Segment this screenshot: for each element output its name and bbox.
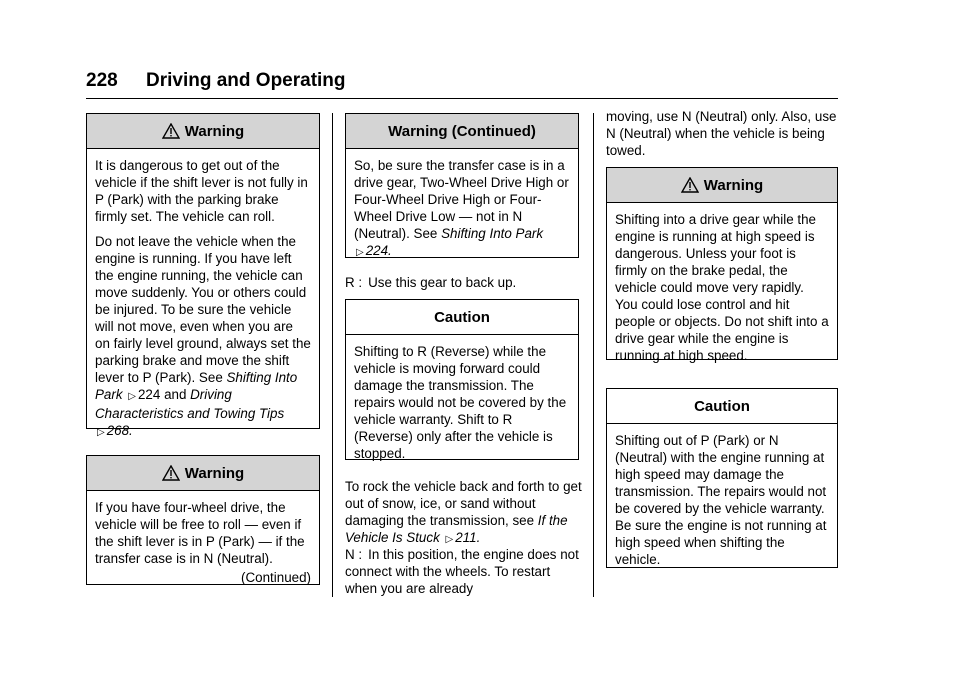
warning-box-2-header — [87, 456, 319, 491]
neutral-label: N : — [345, 547, 363, 562]
page-number: 228 — [86, 70, 118, 91]
page-reference-arrow-icon: ▷ — [356, 247, 364, 258]
ref-driving-characteristics[interactable]: Driving Characteristics and Towing Tips — [95, 387, 285, 421]
warning-box-1 — [86, 113, 320, 438]
warning-box-1-body — [87, 149, 319, 451]
warning-box-2-title: Warning — [184, 464, 245, 482]
neutral-gear-text: N : In this position, the engine does not connect with the wheels. To restart when you are already — [345, 547, 579, 596]
warning-continued-title: Warning (Continued) — [388, 122, 536, 140]
warning-box-1-para-2: Do not leave the vehicle when the engine is running. If you have left the engine running, the vehicle can move suddenly. You or others could be injured. To be sure the vehicle will not move, even when you are on fairly level ground, always set the parking brake and move the shift lever to P (Park). See Shifting Into Park ▷ 224 and Driving Characteristics and Towing Tips ▷ 268. — [95, 234, 311, 438]
warning-box-2-para-1: If you have four-wheel drive, the vehicle will be free to roll — even if the shift lever is in P (Park) — if the transfer case is in N (Neutral). — [95, 500, 305, 566]
warning-triangle-icon — [162, 123, 180, 139]
caution-box-2-body — [607, 424, 837, 578]
caution-box-2 — [606, 388, 838, 568]
warning-box-3-body — [607, 203, 837, 374]
page-header — [86, 70, 876, 100]
continued-label: (Continued) — [241, 570, 311, 585]
rock-vehicle-text: To rock the vehicle back and forth to get out of snow, ice, or sand without damaging the transmission, see If the Vehicle Is Stuck ▷ 211. — [345, 479, 582, 545]
section-title: Driving and Operating — [146, 70, 346, 91]
page-reference-arrow-icon: ▷ — [97, 427, 105, 438]
page-reference-arrow-icon: ▷ — [445, 534, 454, 545]
header-rule — [86, 98, 838, 99]
warning-continued-para: So, be sure the transfer case is in a drive gear, Two-Wheel Drive High or Four-Wheel Drive High or Four-Wheel Drive Low — not in N (Neutral). See Shifting Into Park ▷ 224. — [354, 158, 569, 258]
reverse-gear-text: R : Use this gear to back up. — [345, 275, 517, 290]
warning-box-2 — [86, 455, 320, 585]
warning-continued-body — [346, 149, 578, 271]
caution-box-2-title: Caution — [694, 397, 750, 415]
neutral-continued-text: moving, use N (Neutral) only. Also, use N (Neutral) when the vehicle is being towed. — [606, 109, 837, 158]
reverse-label: R : — [345, 275, 363, 290]
caution-box-1 — [345, 299, 579, 460]
warning-triangle-icon — [162, 465, 180, 481]
warning-box-2-body — [87, 491, 319, 592]
caution-box-1-title: Caution — [434, 308, 490, 326]
warning-box-3-para: Shifting into a drive gear while the engine is running at high speed is dangerous. Unless your foot is firmly on the brake pedal, the vehicle could move very rapidly. You could lose control and hit people or objects. Do not shift into a drive gear while the engine is running at high speed. — [615, 212, 829, 363]
caution-box-1-body — [346, 335, 578, 472]
warning-box-1-title: Warning — [184, 122, 245, 140]
warning-box-1-para-1: It is dangerous to get out of the vehicle if the shift lever is not fully in P (Park) with the parking brake firmly set. The vehicle can roll. — [95, 158, 308, 224]
page-reference-arrow-icon: ▷ — [128, 391, 136, 402]
caution-box-2-header — [607, 389, 837, 424]
warning-continued-box — [345, 113, 579, 258]
warning-triangle-icon — [681, 177, 699, 193]
warning-box-3 — [606, 167, 838, 363]
column-divider-1 — [332, 113, 333, 597]
column-divider-2 — [593, 113, 594, 597]
caution-box-1-header — [346, 300, 578, 335]
caution-box-1-para: Shifting to R (Reverse) while the vehicle is moving forward could damage the transmission. The repairs would not be covered by the vehicle warranty. Shift to R (Reverse) only after the vehicle is stopped. — [354, 344, 567, 461]
warning-box-3-header — [607, 168, 837, 203]
ref-vehicle-stuck[interactable]: If the Vehicle Is Stuck — [345, 513, 568, 545]
warning-continued-header — [346, 114, 578, 149]
warning-box-3-title: Warning — [703, 176, 764, 194]
caution-box-2-para: Shifting out of P (Park) or N (Neutral) with the engine running at high speed may damage the transmission. The repairs would not be covered by the vehicle warranty. Be sure the engine is not running at high speed when shifting the vehicle. — [615, 433, 827, 567]
ref-shifting-into-park-2[interactable]: Shifting Into Park — [441, 226, 544, 241]
warning-box-1-header — [87, 114, 319, 149]
ref-shifting-into-park[interactable]: Shifting Into Park — [95, 370, 298, 402]
